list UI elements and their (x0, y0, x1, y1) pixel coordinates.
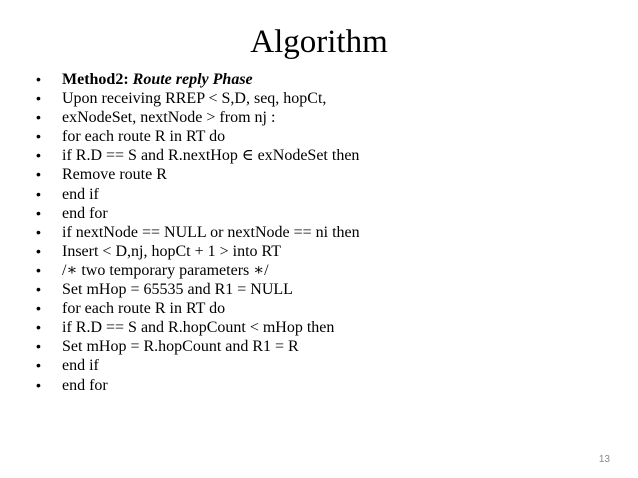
bullet-item (36, 337, 360, 356)
bullet-icon: • (36, 281, 41, 298)
bullet-icon: • (36, 242, 41, 259)
bullet-item (36, 165, 360, 184)
bullet-text: for each route R in RT do (62, 300, 226, 318)
bullet-item (36, 127, 360, 146)
bullet-text: end if (62, 185, 99, 203)
bullet-icon: • (36, 128, 41, 145)
bullet-icon: • (36, 357, 41, 374)
algorithm-bullet-list (36, 70, 360, 395)
bullet-icon: • (36, 185, 41, 202)
bullet-text: /∗ two temporary parameters ∗/ (62, 261, 269, 279)
bullet-icon: • (36, 223, 41, 240)
bullet-text: Set mHop = 65535 and R1 = NULL (62, 281, 293, 299)
bullet-icon: • (36, 261, 41, 278)
bullet-item (36, 146, 360, 165)
bullet-item (36, 223, 360, 242)
bullet-icon: • (36, 109, 41, 126)
bullet-text: exNodeSet, nextNode > from nj : (62, 109, 276, 127)
page-number: 13 (598, 454, 610, 465)
bullet-item-method (36, 70, 360, 89)
bullet-icon: • (36, 319, 41, 336)
slide-title: Algorithm (250, 24, 388, 60)
bullet-item (36, 280, 360, 299)
bullet-text: end if (62, 357, 99, 375)
bullet-icon: • (36, 300, 41, 317)
bullet-icon: • (36, 338, 41, 355)
bullet-icon: • (36, 71, 41, 87)
bullet-text: Set mHop = R.hopCount and R1 = R (62, 338, 299, 356)
bullet-text: if R.D == S and R.nextHop ∈ exNodeSet then (62, 147, 360, 165)
bullet-text: Remove route R (62, 166, 167, 184)
bullet-text: Upon receiving RREP < S,D, seq, hopCt, (62, 90, 327, 108)
bullet-text: if R.D == S and R.hopCount < mHop then (62, 319, 335, 337)
bullet-icon: • (36, 166, 41, 183)
bullet-item (36, 299, 360, 318)
bullet-text: end for (62, 376, 108, 394)
method-phase-name: Route reply Phase (132, 71, 253, 88)
bullet-item (36, 89, 360, 108)
bullet-text: Insert < D,nj, hopCt + 1 > into RT (62, 242, 281, 260)
bullet-item (36, 356, 360, 375)
method-label: Method2: (62, 71, 133, 88)
bullet-text: end for (62, 204, 108, 222)
bullet-item (36, 108, 360, 127)
bullet-icon: • (36, 376, 41, 393)
bullet-item (36, 204, 360, 223)
bullet-item (36, 242, 360, 261)
bullet-text: for each route R in RT do (62, 128, 226, 146)
bullet-item (36, 261, 360, 280)
bullet-item (36, 376, 360, 395)
bullet-text: if nextNode == NULL or nextNode == ni then (62, 223, 360, 241)
bullet-item (36, 318, 360, 337)
bullet-icon: • (36, 147, 41, 164)
method-heading (62, 70, 253, 89)
bullet-item (36, 185, 360, 204)
bullet-icon: • (36, 204, 41, 221)
bullet-icon: • (36, 90, 41, 107)
